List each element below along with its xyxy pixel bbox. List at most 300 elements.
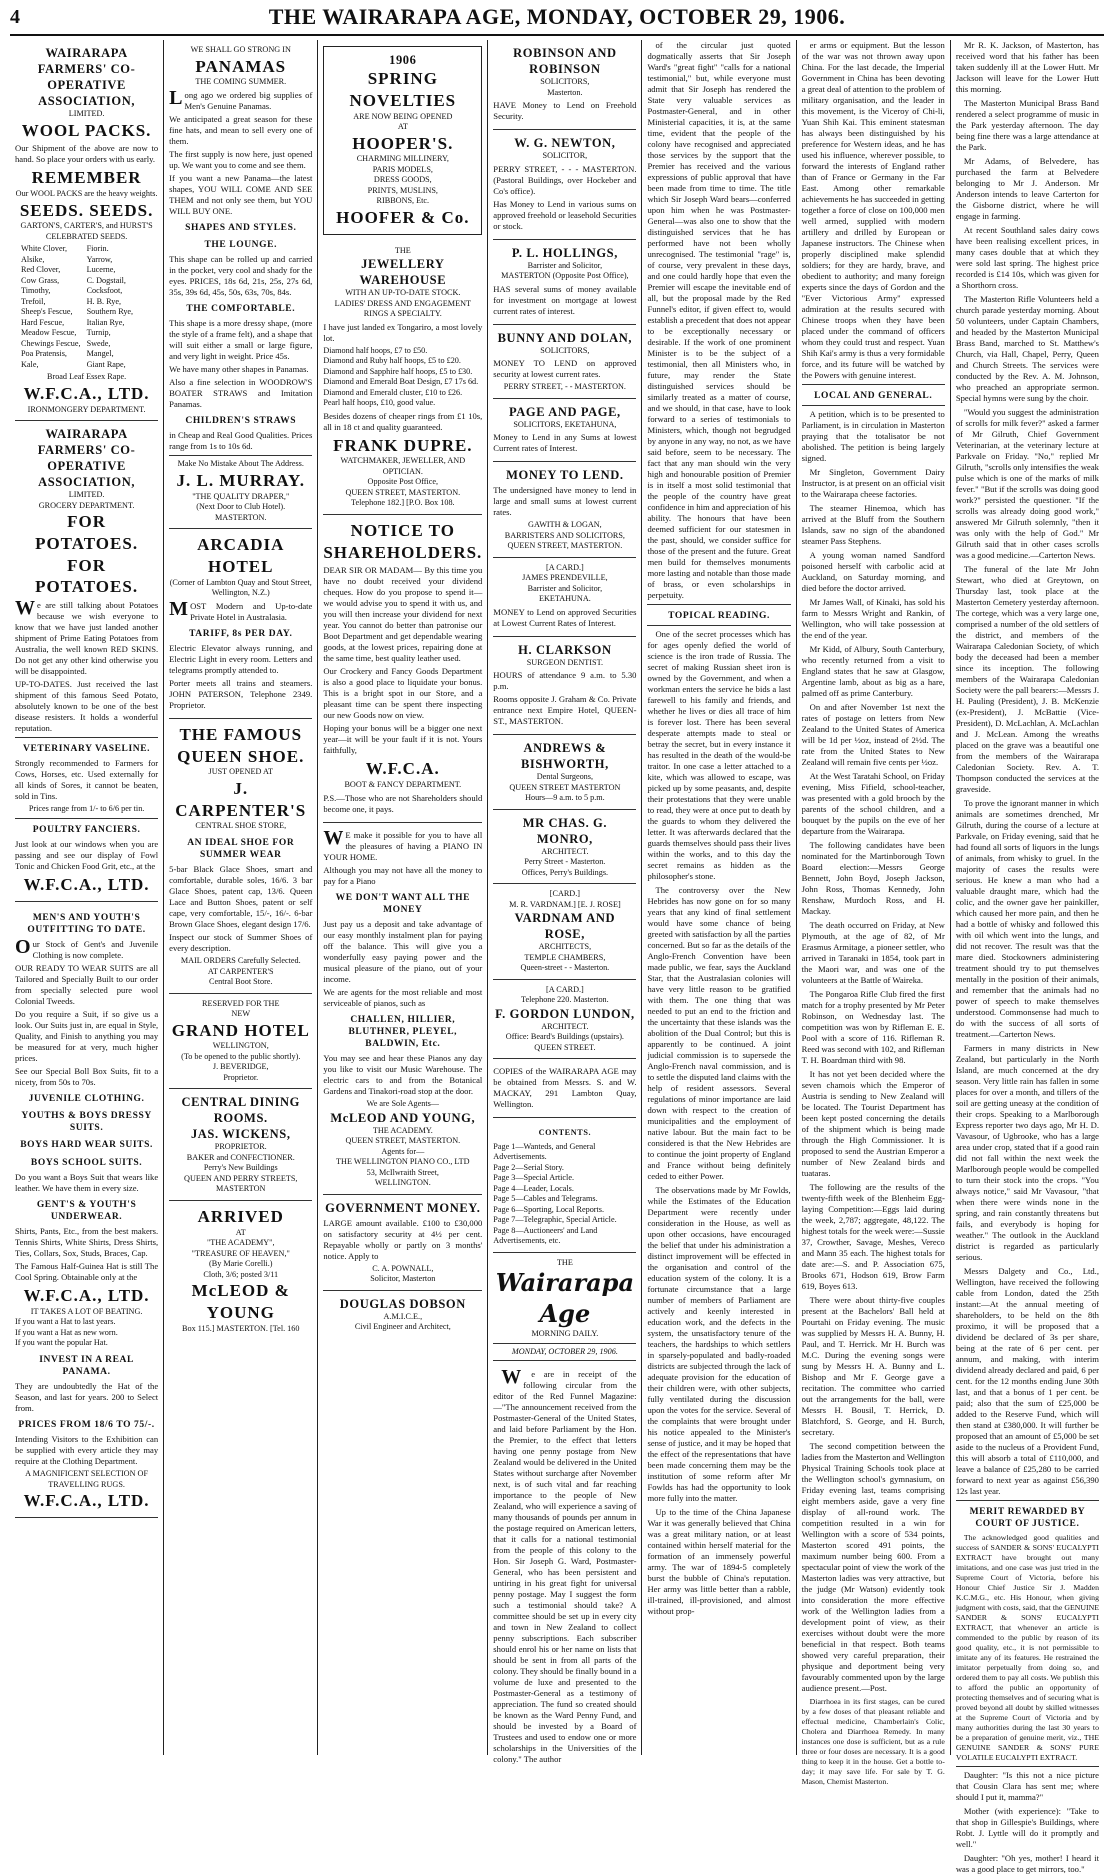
mens-text: Our Stock of Gent's and Juvenile Clothing is now complete. <box>15 935 159 960</box>
local-item: Mr James Wall, of Kinaki, has sold his farm to Messrs Wright and Rankin, of Wellington, who will take possession at the end of the year. <box>801 597 945 641</box>
page-text: Money to Lend in any Sums at lowest Current rates of Interest. <box>493 432 637 453</box>
andrews-ad <box>493 735 636 810</box>
hoopers-name: HOOPER'S. <box>352 133 454 153</box>
panamas-heading: PANAMAS <box>195 56 287 76</box>
money-lend-heading: MONEY TO LEND. <box>506 468 624 482</box>
local-item: The death occurred on Friday, at New Plymouth, at the age of 82, of Mr Erasmus Armitage, a pioneer settler, who arrived in Taranaki in 1854, took part in the Maori war, and was one of the volunteers at the Battle of Waireka. <box>801 920 945 986</box>
cloth-price: Cloth, 3/6; posted 3/11 <box>203 1269 279 1279</box>
academy-name: "THE ACADEMY", <box>206 1238 275 1248</box>
contents-heading: CONTENTS. <box>538 1128 592 1137</box>
seed-item: Yarrow, <box>86 254 113 264</box>
editorial-the: THE <box>556 1257 573 1267</box>
jewellery-the: THE <box>394 245 411 255</box>
amice: A.M.I.C.E., <box>383 1311 423 1321</box>
seed-item: Cow Grass, <box>21 275 60 285</box>
hat-line: If you want a Hat to last years. <box>15 1317 116 1327</box>
wfca-ltd-heading-2: W.F.C.A., LTD. <box>23 874 150 894</box>
leader-continuation: of the circular just quoted dogmatically asserts that Sir Joseph Ward's "great fight" "calls for a national testimonial," but, while everyone must admit that Sir Joseph has rendered the State very valuable services as Postmaster-General, and in other Ministerial capacities, it is, at the same time, evident that the people of the colony have recognised and appreciated those services by the support that the Premier has received and the various expressions of public approval that have been made from time to time. The title which Sir Joseph Ward bears—conferred upon him when he was Postmaster-General—was also one to show that the distinguished services that he has performed have not been wholly unrecognised. The testimonial "rage" is, of course, very prevalent in these days, and one could hardly hope that even the Premier will escape the inevitable end of all, but the proposal made by the Red Funnel's editor, if given effect to, would establish a precedent that does not appear to be exceptionally necessary or desirable. If the work of one prominent Minister is to be the subject of a testimonial, then all Ministers who, in future, may render the State distinguished services should be similarly treated as a matter of course, and we should, in that case, have to look forward to a series of testimonials to Ministers, which, though not begrudged by anyone in any way, no not, as we have said before, seem to be necessary. The fact that any man should win the very high and honourable position of Premier is in itself a most solid testimonial that the people of the country have great confidence in him and appreciation of his ability. The honours that have been deemed sufficient for our statesmen in the past, should, we consider suffice for those of the present and the future. Great men build for themselves monuments more lasting and notable than those made of brass, or even scholarships in perpetuity. <box>647 40 791 600</box>
arcadia-text-2: Electric Elevator always running, and Electric Light in every room. Letters and telegrams promptly attended to. <box>169 642 313 675</box>
monro: MR CHAS. G. MONRO, <box>522 815 608 846</box>
hollings-address: MASTERTON (Opposite Post Office), <box>501 271 629 280</box>
government-money-ad <box>323 1195 482 1291</box>
queen-perry: QUEEN AND PERRY STREETS, <box>184 1173 298 1183</box>
boys-hard-heading: BOYS HARD WEAR SUITS. <box>20 1140 153 1151</box>
besides-text: Besides dozens of cheaper rings from £1 10s, all in 18 ct and quality guaranteed. <box>323 410 483 432</box>
boot-dept: BOOT & FANCY DEPARTMENT. <box>344 780 462 789</box>
carpenter-name: J. CARPENTER'S <box>175 778 307 820</box>
prendeville-text: MONEY to Lend on approved Securities at Lowest Current Rates of Interest. <box>493 606 637 628</box>
lounge-text: This shape can be rolled up and carried in the pocket, very cool and shady for the eyes. PRICES, 18s 6d, 21s, 25s, 27s 6d, 35s, 39s 6d, 45s, 50s, 63s, 70s, 84s. <box>169 254 313 298</box>
ring-line: Diamond and Sapphire half hoops, £5 to £30. <box>323 366 473 376</box>
dining-proprietor: PROPRIETOR. <box>214 1142 267 1152</box>
mens-text-3: Do you require a Suit, if so give us a look. Our Suits just in, are equal in Style, Quality, and Finish to anything you may be measured for at very, much higher prices. <box>15 1008 159 1063</box>
potatoes-heading-1: FOR POTATOES. <box>35 512 139 553</box>
seed-item: Lucerne, <box>86 265 116 275</box>
vaseline-heading: VETERINARY VASELINE. <box>23 744 151 754</box>
at-carpenters: AT CARPENTER'S <box>207 966 274 976</box>
notice-text-3: Hoping your bonus will be a bigger one next year—it will be your fault if it is not. Yours faithfully, <box>323 723 483 756</box>
comfortable-text: This shape is a more dressy shape, (more the style of a frame felt), and a shape that will suit either a small or large figure, and very light in weight. Price 45s. <box>169 318 313 362</box>
next-door: (Next Door to Club Hotel). <box>196 502 286 512</box>
vardnam-architects: ARCHITECTS, <box>538 942 592 951</box>
andrews-hours: Hours—9 a.m. to 5 p.m. <box>525 793 605 802</box>
potatoes-text: We are still talking about Potatoes because we wish everyone to know that we have just landed another shipment of Prime Eating Potatoes from Australia, the well known RED SKINS. Do not get any other kind otherwise you will be disappointed. <box>15 597 159 676</box>
many-shapes: We have many other shapes in Panamas. <box>169 364 309 375</box>
seed-item: Giant Rape, <box>86 359 126 369</box>
page-and-page: PAGE AND PAGE, <box>509 404 621 419</box>
card-label-2: [CARD.] <box>549 889 580 898</box>
invest-text: They are undoubtedly the Hat of the Season, and last for years. 200 to Select from. <box>15 1381 159 1414</box>
seed-item: Cocksfoot, <box>86 286 123 296</box>
local-item: The second competition between the ladies from the Masterton and Wellington Physical Training Schools took place at the Wellington school's gymnasium, on Friday evening last, teams comprising eight members aside, gave a very fine display of all-round work. The competition resulted in a win for Wellington with a score of 534 points, Masterton scored 491 points, the maximum number being 600. From a spectacular point of view the work of the Masterton ladies was very attractive, but the judge (Mr Watson) evidently took into consideration the more effective work of the Wellington ladies from a development point of view, as their exercises without doubt were the more beneficial in that respect. Both teams showed very careful preparation, their physique and deportment being very favourably commented upon by the large audience present.—Post. <box>801 1441 945 1694</box>
robinson-sub: SOLICITORS, <box>540 77 590 86</box>
surgeon-dentist: SURGEON DENTIST. <box>526 657 604 667</box>
bunny-text: MONEY TO LEND on approved security at lowest current rates. <box>493 358 637 379</box>
newton-address: PERRY STREET, - - - MASTERTON. (Pastoral Buildings, over Hockeber and Co's office). <box>493 163 637 196</box>
mens-heading: MEN'S AND YOUTH'S OUTFITTING TO DATE. <box>27 912 146 935</box>
prendeville: JAMES PRENDEVILLE, <box>522 573 608 582</box>
beard: Office: Beard's Buildings (upstairs). <box>505 1032 624 1041</box>
bunny-ad <box>493 325 636 399</box>
opened-public: (To be opened to the public shortly). <box>181 1051 301 1061</box>
childrens-text: in Cheap and Real Good Qualities. Prices range from 1s to 10s 6d. <box>169 430 313 452</box>
columns <box>10 40 1104 1874</box>
joke-line: Mother (with experience): "Take to that shop in Gillespie's Buildings, where Robt. J. Lyttle will do it promptly and well." <box>955 1805 1099 1849</box>
column-5 <box>642 40 796 1755</box>
wfca-ltd-heading-4: W.F.C.A., LTD. <box>23 1491 150 1511</box>
jas-wickens: JAS. WICKENS, <box>190 1127 291 1142</box>
beveridge: J. BEVERIDGE, <box>212 1062 269 1072</box>
poultry-heading: POULTRY FANCIERS. <box>32 824 141 835</box>
seed-item: Mangel, <box>86 349 114 359</box>
lounge-heading: THE LOUNGE. <box>204 239 278 250</box>
seed-list <box>15 242 158 372</box>
local-item: To prove the ignorant manner in which animals are sometimes drenched, Mr Gilruth, during the course of a lecture at Parkvale, on Friday evening, said that he had found all sorts of liquors in the lungs of animals, from whisky to gruel. In the majority of cases the results were serious. He knew a man who had a valuable draught mare, which had the colic, and the owner gave her painkiller, which caused her more pain, and then he had a bottle of whisky and followed this with oil which went into the lungs, and did not recover. The result was that the mare died. Stockowners administering treatment should try to put themselves mentally in the position of their animals, and remember that the animals had no power of speech to make themselves understood. Commonsense had much to do with the success of all sorts of treatment.—Carterton News. <box>955 798 1099 1039</box>
ps-text: P.S.—Those who are not Shareholders should become one, it pays. <box>323 792 483 814</box>
ring-line: Diamond and Emerald Boat Design, £7 17s 6d. <box>323 377 479 386</box>
corelli: (By Marie Corelli.) <box>209 1259 273 1269</box>
local-item: At the West Taratahi School, on Friday evening, Miss Fifield, school-teacher, was presented with a gold brooch by the parents of the school children, and a bouquet by the pupils on the eve of her departure from the Wairarapa. <box>801 771 945 837</box>
contents-item: Page 8—Auctioneers' and Land Advertisements, etc. <box>493 1225 598 1245</box>
shareholders-ad <box>323 515 482 823</box>
boys-text: Do you want a Boys Suit that wears like leather. We have them in every size. <box>15 1171 159 1193</box>
robinson-heading: ROBINSON AND ROBINSON <box>513 46 617 76</box>
dupre-telephone: Telephone 182.] [P.O. Box 108. <box>351 498 455 508</box>
local-item: Mr Adams, of Belvedere, has purchased the farm at Belvedere belonging to Mr J. Anderson. Mr Anderson intends to leave Carterton for the Gisborne district, where he will engage in farming. <box>955 156 1099 221</box>
ring-list <box>323 346 482 409</box>
make-no-mistake: Make No Mistake About The Address. <box>177 459 304 469</box>
local-item: The Masterton Municipal Brass Band rendered a select programme of music in the Park yesterday afternoon. The day being fine there was a large attendance at the Park. <box>955 98 1099 152</box>
vardnam-rose: VARDNAM AND ROSE, <box>514 911 616 941</box>
ladies-rings: LADIES' DRESS AND ENGAGEMENT RINGS A SPECIALTY. <box>334 298 471 318</box>
seeds-sub: GARTON'S, CARTER'S, and HURST'S CELEBRATED SEEDS. <box>20 221 153 241</box>
watchmaker: WATCHMAKER, JEWELLER, AND OPTICIAN. <box>340 456 466 476</box>
seed-footer: Broad Leaf Essex Rape. <box>47 372 127 382</box>
hat-lines <box>15 1317 158 1349</box>
bunny-heading: BUNNY AND DOLAN, <box>497 330 633 345</box>
newton-sub: SOLICITOR, <box>542 151 588 160</box>
merit-text: The acknowledged good qualities and success of SANDER & SONS' EUCALYPTI EXTRACT have brought out many imitations, and one case was just tried in the Supreme Court of Victoria, before his Honour Chief Justice Sir J. Madden K.C.M.G., etc. His Honour, when giving judgment with costs, said, that the GENUINE SANDER & SONS' EUCALYPTI EXTRACT, that whenever an article is commended to the public by reason of its good quality, etc., it is not permissible to imitate any of its features. He restrained the imitator perpetually from doing so, and ordered them to pay all costs. We publish this to afford the public an opportunity of protecting themselves and of securing what is proved beyond all doubt by skilled witnesses at the Supreme Court of Victoria and by many authorities during the last 30 years to be a preparation of genuine merit, viz., THE GENUINE SANDER & SONS' PURE VOLATILE EUCALYPTI EXTRACT. <box>955 1533 1099 1762</box>
hollings-heading: P. L. HOLLINGS, <box>511 245 618 260</box>
ring-line: Diamond and Emerald cluster, £10 to £26. <box>323 387 463 397</box>
robinson-text: HAVE Money to Lend on Freehold Security. <box>493 100 637 121</box>
clarkson: H. CLARKSON <box>518 642 612 657</box>
topical-text-1: One of the secret processes which has for ages openly defied the world of science is the iron trade of Russia. The secret of making Russian sheet iron is owned by the Government, and when a workman enters the service he bids a last farewell to his family and friends, and whether he lives or dies all trace of him is forever lost. There has been several desperate attempts made to steal or betray the secret, but in every instance it has resulted in the death of the would-be traitor. In one case a letter attached to a kite, which was allowed to escape, was picked up by some peasants, and, despite their protestations that they were unable to read, they were at once put to death by the guards to whom they delivered the letter. It was afterwards declared that the guards themselves should pass their lives within the works, and to this day the secret remains as hidden as the philosopher's stone. <box>647 629 791 882</box>
contents-item: Page 6—Sporting, Local Reports. <box>493 1204 605 1214</box>
local-item: Diarrhoea in its first stages, can be cured by a few doses of that pleasant reliable and effectual medicine, Chamberlain's Colic, Cholera and Diarrhoea Remedy. In many instances one dose is sufficient, but as a rule three or four doses are necessary. It is a good thing to keep it in the house. Get a bottle to-day; it may save life. For sale by T. G. Mason, Chemist Masterton. <box>801 1697 945 1786</box>
hoofer-name: HOOFER & Co. <box>336 207 470 227</box>
topical-text-3: The observations made by Mr Fowlds, while the Estimates of the Education Department were recently under consideration in the House, as well as upon other occasions, have encouraged the belief that under his administration a distinct improvement will be effected in the organisation and control of the education system of the colony. It is a fortunate circumstance that a large number of members of Parliament are actively and keenly interested in education work, and the defects in the system, the unsatisfactory tenure of the teachers, the hardships to which settlers in sparsely-populated and badly-roaded districts are subjected through the lack of adequate provision for the education of their children were, with other subjects, fully ventilated during the discussion upon the votes for the service. Several of the complaints that were brought under his notice appealed to the Minister's sense of justice, and it may be hoped that the effect of the representations that have been made concerning them may be the institution of some reform after Mr Fowlds has had the opportunity to look more fully into the matter. <box>647 1185 791 1504</box>
copies-notice <box>493 1059 636 1118</box>
hooper-line: RIBBONS, Etc. <box>376 196 430 206</box>
wfca-wool-ad <box>15 40 158 421</box>
monro-ad <box>493 810 636 885</box>
local-item: A young woman named Sandford poisoned herself with carbolic acid at Auckland, on Saturday morning, and died before the doctor arrived. <box>801 550 945 594</box>
coop-title-2: WAIRARAPA FARMERS' CO-OPERATIVE ASSOCIATION, <box>37 427 136 489</box>
lundon-street: QUEEN STREET. <box>534 1042 596 1052</box>
wfca-grocery-ad <box>15 421 158 902</box>
perrys: Perry's New Buildings <box>203 1163 278 1173</box>
clarkson-ad <box>493 637 636 736</box>
mens-text-4: See our Special Boll Box Suits, fit to a nicety, from 50s to 70s. <box>15 1065 159 1087</box>
monro-architect: ARCHITECT. <box>541 846 589 856</box>
gawith-address: QUEEN STREET, MASTERTON. <box>507 541 623 550</box>
hooper-line: DRESS GOODS, <box>373 175 432 185</box>
local-item: Messrs Dalgety and Co., Ltd., Wellington, have received the following cable from London, dated the 25th instant:—At the annual meeting of shareholders, to be held on the 8th proximo, it will be proposed that a dividend be declared of 3s per share, being at the rate of 6 per cent. per annum, and making, with interim dividend already declared and paid, 6 per cent. for the 12 months ending June 30th last, and that a bonus of 1 per cent. be paid; also that the sum of £25,000 be added to the Reserve Fund, which will then stand at £380,000. It will further be proposed that an amount of £5,000 be set aside to the nucleus of a Provident Fund, this will absorb a total of £110,000, and leave a balance of £25,280 to be carried forward to next year as against £56,390 12s last year. <box>955 1266 1099 1496</box>
hooper-lines <box>324 154 481 207</box>
pownall: C. A. POWNALL, <box>372 1263 434 1273</box>
hats-text: The Famous Half-Guinea Hat is still The Cool Spring. Obtainable only at the <box>15 1260 159 1282</box>
newton-text: Has Money to Lend in various sums on approved freehold or leasehold Securities or stock. <box>493 198 637 231</box>
lundon-tel: Telephone 220. Masterton. <box>521 995 609 1004</box>
piano-text-2: Although you may not have all the money to pay for a Piano <box>323 864 483 886</box>
column-2 <box>164 40 318 1755</box>
jewellery-heading: JEWELLERY WAREHOUSE <box>359 257 447 287</box>
quality-draper: "THE QUALITY DRAPER," <box>192 491 290 501</box>
boot-store: Central Boot Store. <box>209 977 273 987</box>
wfca-ltd-heading: W.F.C.A., LTD. <box>23 383 150 403</box>
panamas-text-3: The first supply is now here, just opened up. We want you to come and see them. <box>169 148 313 170</box>
column-1 <box>10 40 164 1755</box>
local-item: The following candidates have been nominated for the Martinborough Town Board election:—Messrs George Bennett, John Boyd, Joseph Jackson, John Ross, Thomas Kennedy, John Renshaw, Murdoch Ross, and H. Mackay. <box>801 840 945 917</box>
arcadia-hotel-ad <box>169 529 312 719</box>
grand-wellington: WELLINGTON, <box>212 1041 269 1051</box>
agents-for: Agents for— <box>381 1146 425 1156</box>
piano-makers: CHALLEN, HILLIER, BLUTHNER, PLEYEL, BALDWIN, Etc. <box>348 1014 458 1050</box>
murray-name: J. L. MURRAY. <box>176 470 305 490</box>
seed-item: Kale, <box>21 359 39 369</box>
seed-item: Red Clover, <box>21 265 61 275</box>
uptodates-text: UP-TO-DATES. Just received the last shipment of this famous Seed Potato, absolutely known to be one of the best disease resisters. It holds a wonderful reputation. <box>15 679 159 733</box>
vardnam-names: M. R. VARDNAM.] [E. J. ROSE] <box>509 899 621 909</box>
page-ad <box>493 399 636 463</box>
potatoes-heading-2: FOR POTATOES. <box>35 555 139 597</box>
gawith-ad <box>493 462 636 558</box>
pownall-solicitor: Solicitor, Masterton <box>370 1274 436 1284</box>
monro-offices: Offices, Perry's Buildings. <box>521 867 609 877</box>
vaseline-text: Strongly recommended to Farmers for Cows, Horses, etc. Used externally for all kinds of Sores, it cannot be beaten, sold in Tins. <box>15 758 159 802</box>
topical-heading: TOPICAL READING. <box>668 611 770 621</box>
murray-town: MASTERTON. <box>215 512 267 522</box>
editorial-masthead <box>493 1253 636 1370</box>
local-item: On and after November 1st next the rates of postage on letters from New Zealand to the United States of America will be 1d per ½oz, instead of 2½d. The rate from the United States to New Zealand will remain five cents per ½oz. <box>801 702 945 768</box>
remember-heading: REMEMBER <box>31 168 142 188</box>
contents-item: Page 5—Cables and Telegrams. <box>493 1194 598 1203</box>
now-opened: ARE NOW BEING OPENED <box>353 111 453 121</box>
masthead <box>10 0 1104 36</box>
wfca-ltd-heading-3: W.F.C.A., LTD. <box>23 1285 150 1305</box>
ring-line: Diamond and Ruby half hoops, £5 to £20. <box>323 356 461 365</box>
clarkson-hours: HOURS of attendance 9 a.m. to 5.30 p.m. <box>493 670 637 691</box>
coming-summer: THE COMING SUMMER. <box>195 77 287 87</box>
wool-packs-heading: WOOL PACKS. <box>21 120 152 140</box>
hooper-line: CHARMING MILLINERY, <box>356 154 449 164</box>
local-item: There were about thirty-five couples present at the Bachelors' Ball held at Pourtahi on Friday evening. The music was supplied by Messrs H. A. Bunny, H. Paul, and T. Herrick. Mr H. Burch was M.C. During the evening songs were sung by Messrs H. A. Bunny and L. Bishop and Mr F. George gave a recitation. The committee who carried out the arrangements for the ball, were Messrs H. Bousil, T. Herrick, D. Blatchford, S. George, and H. Burch, secretary. <box>801 1295 945 1438</box>
opposite-po: Opposite Post Office, <box>367 477 439 487</box>
robinson-ad <box>493 40 636 130</box>
local-item: The steamer Hinemoa, which has arrived at the Bluff from the Southern Islands, saw no sign of the abandoned steamer Pass Stephens. <box>801 503 945 547</box>
contents-item: Page 7—Telegraphic, Special Article. <box>493 1215 617 1224</box>
page-sub: SOLICITORS, EKETAHUNA, <box>513 419 617 429</box>
panamas-text: Long ago we ordered big supplies of Men's Genuine Panamas. <box>169 86 313 111</box>
famous-shoe-heading: THE FAMOUS QUEEN SHOE. <box>177 724 305 766</box>
dental-surgeons: Dental Surgeons, <box>536 772 593 781</box>
straws-text: Also a fine selection in WOODROW'S BOATER STRAWS and Imitation Panamas. <box>169 377 313 410</box>
travelling-rugs: A MAGNIFICENT SELECTION OF TRAVELLING RUGS. <box>25 1469 149 1489</box>
vaseline-price: Prices range from 1/- to 6/6 per tin. <box>28 804 145 814</box>
topical-text-4: Up to the time of the China Japanese War it was generally believed that China was a great military nation, or at least contained within herself material for the formation of an immensely powerful army. The war of 1894-5 completely burst the bubble of China's reputation. Her army was little better than a rabble, ill-trained, ill-provisioned, and almost without prop- <box>647 1507 791 1617</box>
mcleod-box: Box 115.] MASTERTON. [Tel. 160 <box>182 1323 300 1333</box>
seed-item: H. B. Rye, <box>86 296 122 306</box>
temple: TEMPLE CHAMBERS, <box>524 952 606 962</box>
seed-item: Timothy, <box>21 286 51 296</box>
lundon-architect: ARCHITECT. <box>541 1021 589 1031</box>
grand-hotel-ad <box>169 994 312 1090</box>
contents-box <box>493 1118 636 1253</box>
limited-text: LIMITED. <box>68 109 105 118</box>
local-item: Mr Singleton, Government Dairy Instructor, is at present on an official visit to the Wairarapa cheese factories. <box>801 467 945 500</box>
contents-item: Page 4—Leader, Locals. <box>493 1183 574 1193</box>
seed-item: Hard Fescue, <box>21 317 65 327</box>
mcleod-young: McLEOD & YOUNG <box>191 1281 290 1322</box>
lundon-ad <box>493 980 636 1060</box>
local-item: The funeral of the late Mr John Stewart, who died at Greytown, on Thursday last, took place at the Masterton Cemetery yesterday afternoon. The cortege, which was a very large one, comprised a number of the old settlers of the district, and members of the Wairarapa Caledonian Society, of which body the deceased had been a member since its inception. The following members of the Wairarapa Caledonian Society were the pall bearers:—Messrs J. H. Pauling (President), J. B. McKenzie (ex-President), J. McBattie (Vice-President), D. McLachlan, A. McLachlan and J. McLean. Among the wreaths placed on the grave was a beautiful one from the members of the Wairarapa Caledonian Society. Rev. A. T. Thompson conducted the services at the graveside. <box>955 564 1099 794</box>
seed-item: Chewings Fescue, <box>21 338 81 348</box>
topical-continuation: er arms or equipment. But the lesson of the war was not thrown away upon China. For the last decade, the Imperial Government in China has been devoting a great deal of attention to the problem of military organisation, and the leader in this movement, is the Viceroy of Chi-li, Yuan Shih Kai. This eminent statesman has always been distinguished by his preference for Western ideas, and he has used his influence, wherever possible, to forward the interests of England rather than of France or Germany in the Far East. Among other remarkable achievements he has succeeded in getting together a force of close on 100,000 men well armed, supplied with modern artillery and drilled by European or Japanese instructors. The Chinese when properly disciplined make splendid soldiers; for they are hardy, brave, and obedient to authority; and many foreign experts since the days of Gordon and the "Ever Victorious Army" expressed admiration at the results secured with Chinese troops when they have been placed under the command of officers whom they could trust and respect. Yuan Shih Kai's army is thus a very formidable force, and its future will be watched by the Powers with genuine interest. <box>801 40 945 380</box>
invest-heading: INVEST IN A REAL PANAMA. <box>39 1354 134 1377</box>
andrews: ANDREWS & BISHWORTH, <box>520 741 609 771</box>
just-landed: I have just landed ex Tongariro, a most lovely lot. <box>323 321 483 343</box>
poultry-text: Just look at our windows when you are passing and see our display of Fowl Tonic and Chicken Food Grit, etc., at the <box>15 838 159 871</box>
leader-text: We are in receipt of the following circular from the editor of the Red Funnel Magazine:—"The announcement received from the Postmaster-General of the United States, and laid before Parliament by the Hon. the Premier, to the effect that letters having one penny postage from New Zealand would be delivered in the United States without surcharge after November next, is of such vital and far reaching importance to the people of New Zealand, who will experience a saving of many thousands of pounds per annum in the postage required on American letters, that it calls for a national testimonial from the people of this colony to the Hon. Sir Joseph G. Ward, Postmaster-General, who has been persistent and untiring in his great fight for universal penny postage. May I suggest the form such a testimonial should take? A committee should be set up in every city and town in New Zealand to collect penny subscriptions. Each subscriber should enrol his or her name on lists that should be sent in from all parts of the colony. They should be finally bound in a volume de luxe and presented to the Postmaster-General as a testimony of appreciation. The fund so created should be known as the Ward Penny Fund, and should be invested by a Board of Trustees and used to endow one or more scholarships in the Universities of the colony." The author <box>493 1366 637 1765</box>
murray-panama-ad <box>169 40 312 529</box>
ironmongery-dept: IRONMONGERY DEPARTMENT. <box>27 404 146 414</box>
seed-item: White Clover, <box>21 244 68 254</box>
academy-ad <box>169 1201 312 1339</box>
dupre-street: QUEEN STREET, MASTERTON. <box>345 487 461 497</box>
piano-text: WE make it possible for you to have all the pleasures of having a PIANO IN YOUR HOME. <box>323 826 483 862</box>
seed-item: Italian Rye, <box>86 317 125 327</box>
panamas-intro: WE SHALL GO STRONG IN <box>190 45 291 54</box>
local-item: At recent Southland sales dairy cows have been realising excellent prices, in many cases double that at which they were sold last spring. The highest price recorded is £14 10s, which was given for a Shorthorn cross. <box>955 225 1099 290</box>
notice-text: DEAR SIR OR MADAM— By this time you have no doubt received your dividend cheques. How do you propose to spend it—we would advise you to spend it with us, and you will then increase your dividend for next year. You cannot do better than patronise our Boot Department and get dependable wearing goods, at the lowest prices, repairing done at the same time, best quality leather used. <box>323 565 483 664</box>
comfortable-heading: THE COMFORTABLE. <box>186 304 296 315</box>
piano-text-4: We are agents for the most reliable and most serviceable of pianos, such as <box>323 986 483 1008</box>
hollings-text: HAS several sums of money available for investment on mortgage at lowest current rates of interest. <box>493 283 637 316</box>
seed-item: Alsike, <box>21 254 45 264</box>
remember-text: Our WOOL PACKS are the heavy weights. <box>15 189 158 198</box>
shapes-heading: SHAPES AND STYLES. <box>185 222 297 233</box>
local-item: The following are the results of the twenty-fifth week of the Blenheim Egg-laying Competition:—Eggs laid during the week, 2,787; aggregate, 48,122. The highest totals for the week were:—Sussie 37, Crowther, Savage, Meshes, Vereco and Mann 35 each. The highest totals for date are:—S. and P. Association 675, Brooks 671, Hodson 619, Brow Farm 619, Boyes 613. <box>801 1182 945 1292</box>
newton-heading: W. G. NEWTON, <box>514 136 616 150</box>
novelties-heading: NOVELTIES <box>349 90 457 110</box>
piano-text-3: Just pay us a deposit and take advantage of our easy monthly instalment plan for paying off the balance. This will give you a wonderfully easy paying power and the musical pleasure of the piano, out of your income. <box>323 918 483 984</box>
robinson-town: Masterton. <box>547 87 583 97</box>
bunny-street: PERRY STREET, - - MASTERTON. <box>503 382 626 391</box>
piano-ad <box>323 823 482 1195</box>
vardnam-street: Queen-street - - Masterton. <box>520 963 610 972</box>
prendeville-sub: Barrister and Solicitor, <box>527 583 603 593</box>
grocery-dept: GROCERY DEPARTMENT. <box>38 500 135 510</box>
ring-line: Pearl half hoops, £10, good value. <box>323 398 436 407</box>
wfca-clothing-ad <box>15 902 158 1518</box>
joke-line: Daughter: "Oh yes, mother! I heard it was a good place to get mirrors, too." <box>955 1852 1099 1874</box>
central-shoe: CENTRAL SHOE STORE, <box>195 821 287 831</box>
local-item: It has not yet been decided where the seven chamois which the Emperor of Austria is sending to New Zealand will be located. The Tourist Department has been kept posted concerning the details of the shipment which is being made through the High Commissioner. It is proposed to send the Austrian Emperor a number of New Zealand birds and tuataras. <box>801 1069 945 1179</box>
wool-text: Our Shipment of the above are now to hand. So place your orders with us early. <box>15 143 159 165</box>
juvenile-heading: JUVENILE CLOTHING. <box>28 1093 145 1104</box>
reserved: RESERVED FOR THE <box>202 998 280 1008</box>
arcadia-heading: ARCADIA HOTEL <box>197 535 285 576</box>
local-item: A petition, which is to be presented to Parliament, is in circulation in Masterton praying that the totalisator be not abolished. The petition is being largely signed. <box>801 409 945 464</box>
seeds-heading: SEEDS. SEEDS. <box>19 200 154 220</box>
piano-text-5: You may see and hear these Pianos any day you like to visit our Music Warehouse. The electric cars to and from the Botanical Gardens and Tinakori-road stop at the door. <box>323 1053 483 1097</box>
contents-item: Page 1—Wanteds, and General Advertisements. <box>493 1141 596 1161</box>
dobson-ad <box>323 1291 482 1338</box>
column-7 <box>951 40 1104 1874</box>
youths-heading: YOUTHS & BOYS DRESSY SUITS. <box>21 1111 152 1134</box>
eketahuna: EKETAHUNA. <box>538 594 591 603</box>
seed-item: Sheep's Fescue, <box>21 307 73 317</box>
column-3 <box>318 40 488 1755</box>
beating-text: IT TAKES A LOT OF BEATING. <box>30 1306 143 1316</box>
arrived-heading: ARRIVED <box>197 1206 284 1226</box>
mcleod-young-2: McLEOD AND YOUNG, <box>330 1110 476 1125</box>
gov-money-text: LARGE amount available. £100 to £30,000 on satisfactory security at 4½ per cent. Repayable wholly or partly on 3 months' notice. Apply to <box>323 1217 483 1261</box>
wfca-sign: W.F.C.A. <box>365 759 440 779</box>
new-text: NEW <box>231 1009 251 1019</box>
spring-heading: SPRING <box>367 69 438 88</box>
academy-street: QUEEN STREET, MASTERTON. <box>345 1136 461 1146</box>
dining-rooms-ad <box>169 1089 312 1201</box>
seed-item: Poa Pratensis, <box>21 349 67 359</box>
hooper-ad <box>323 46 482 235</box>
bunny-sub: SOLICITORS, <box>540 345 590 355</box>
arcadia-text: MOST Modern and Up-to-date Private Hotel in Australasia. <box>169 597 313 622</box>
dining-town: MASTERTON <box>216 1184 266 1194</box>
wairarapa-age-logo: Wairarapa Age <box>495 1268 635 1328</box>
lundon: F. GORDON LUNDON, <box>495 1006 635 1021</box>
dont-want: WE DON'T WANT ALL THE MONEY <box>335 892 471 915</box>
merit-heading: MERIT REWARDED BY COURT OF JUSTICE. <box>969 1507 1086 1530</box>
notice-text-2: Our Crockery and Fancy Goods Department is also a good place to liquidate your bonus. This is a bright spot in our Store, and a pleasant time can be spent there inspecting our new Goods now on view. <box>323 666 483 721</box>
frank-dupre: FRANK DUPRE. <box>333 435 473 455</box>
treasure-title: "TREASURE OF HEAVEN," <box>191 1248 290 1258</box>
andrews-street: QUEEN STREET MASTERTON <box>509 782 621 792</box>
local-item: Farmers in many districts in New Zealand, but particularly in the North Island, are much concerned at the dry season. Very little rain has fallen in some places for over a month, and tillers of the soil are getting uneasy at the condition of their crops. Speaking to a Marlborough Express reporter two days ago, Mr H. D. Vavasour, of Ugbrooke, who has a large area under crop, stated that if a good rain did not fall within the next week the Marlborough people would be compelled to turn their stock into the crops. "You always notice," said Mr Vavasour, "that when there were winds none in the spring, and rain constantly threatens but fails, and everybody is hoping for weather." The outlook in the Auckland district is regarded as particularly serious. <box>955 1043 1099 1262</box>
arrived-at: AT <box>235 1227 246 1237</box>
arcadia-text-3: Porter meets all trains and steamers. JOHN PATERSON, Telephone 2349. Proprietor. <box>169 677 313 710</box>
baker: BAKER and CONFECTIONER. <box>186 1152 295 1162</box>
mens-text-2: OUR READY TO WEAR SUITS are all Tailored and Specially Built to our order from specially selected pure wool Colonial Tweeds. <box>15 962 159 1006</box>
hooper-at: AT <box>397 122 408 131</box>
contents-item: Page 3—Special Article. <box>493 1173 575 1182</box>
underwear-heading: GENT'S & YOUTH'S UNDERWEAR. <box>36 1199 137 1222</box>
local-item: Mr Kidd, of Albury, South Canterbury, who recently returned from a visit to England states that he saw at Glasgow, Argentine lamb, about as big as a hare, palmed off as prime Canterbury. <box>801 644 945 699</box>
money-lend-text: The undersigned have money to lend in large and small sums at lowest current rates. <box>493 485 637 517</box>
hooper-line: PARIS MODELS, <box>372 164 433 174</box>
column-4 <box>488 40 642 1765</box>
shoe-text: 5-bar Black Glace Shoes, smart and comfortable, durable soles, 16/6. 3 bar Glace Shoes, patent cap, 13/6. Queen Lace and Button Shoes, patent or self cape, very comfortable, 15/-, 16/-. 6-bar Brown Glace Shoes, elegant design 17/6. <box>169 864 313 930</box>
hollings-sub: Barrister and Solicitor, <box>527 260 603 270</box>
gov-money-heading: GOVERNMENT MONEY. <box>325 1200 481 1215</box>
childrens-heading: CHILDREN'S STRAWS <box>185 416 297 427</box>
clarkson-rooms: Rooms opposite J. Graham & Co. Private entrance next Empire Hotel, QUEEN-ST., MASTERTON. <box>493 694 637 726</box>
queen-shoe-ad <box>169 719 312 994</box>
notice-heading: NOTICE TO SHAREHOLDERS. <box>323 520 483 562</box>
just-opened: JUST OPENED AT <box>208 767 273 777</box>
seed-item: Swede, <box>86 338 111 348</box>
panamas-text-2: We anticipated a great season for these fine hats, and mean to sell every one of them. <box>169 113 313 146</box>
morning-daily: MORNING DAILY. <box>531 1329 599 1339</box>
piano-co: THE WELLINGTON PIANO CO., LTD <box>336 1157 470 1167</box>
panamas-text-4: If you want a new Panama—the latest shapes, YOU WILL COME AND SEE THEM and not only see them, but YOU WILL BUY ONE. <box>169 172 313 216</box>
card-label: [A CARD.] <box>546 562 584 572</box>
column-6 <box>797 40 951 1786</box>
spring-year: 1906 <box>389 53 417 67</box>
hat-line: If you want the popular Hat. <box>15 1338 108 1348</box>
mail-orders: MAIL ORDERS Carefully Selected. <box>180 956 301 966</box>
seed-item: Meadow Fescue, <box>21 328 77 338</box>
joke-line: Daughter: "Is this not a nice picture that Cousin Clara has sent me; where should I put it, mamma?" <box>955 1769 1099 1802</box>
ideal-shoe: AN IDEAL SHOE FOR SUMMER WEAR <box>187 837 295 860</box>
copies-text: COPIES of the WAIRARAPA AGE may be obtained from Messrs. S. and W. MACKAY, 291 Lambton Quay, Wellington. <box>493 1066 637 1109</box>
local-general-heading: LOCAL AND GENERAL. <box>814 391 933 401</box>
gawith-sub: BARRISTERS AND SOLICITORS, <box>504 530 625 540</box>
academy-2: THE ACADEMY. <box>372 1125 433 1135</box>
coop-title: WAIRARAPA FARMERS' CO-OPERATIVE ASSOCIATION, <box>37 46 136 108</box>
page-number: 4 <box>10 5 20 28</box>
